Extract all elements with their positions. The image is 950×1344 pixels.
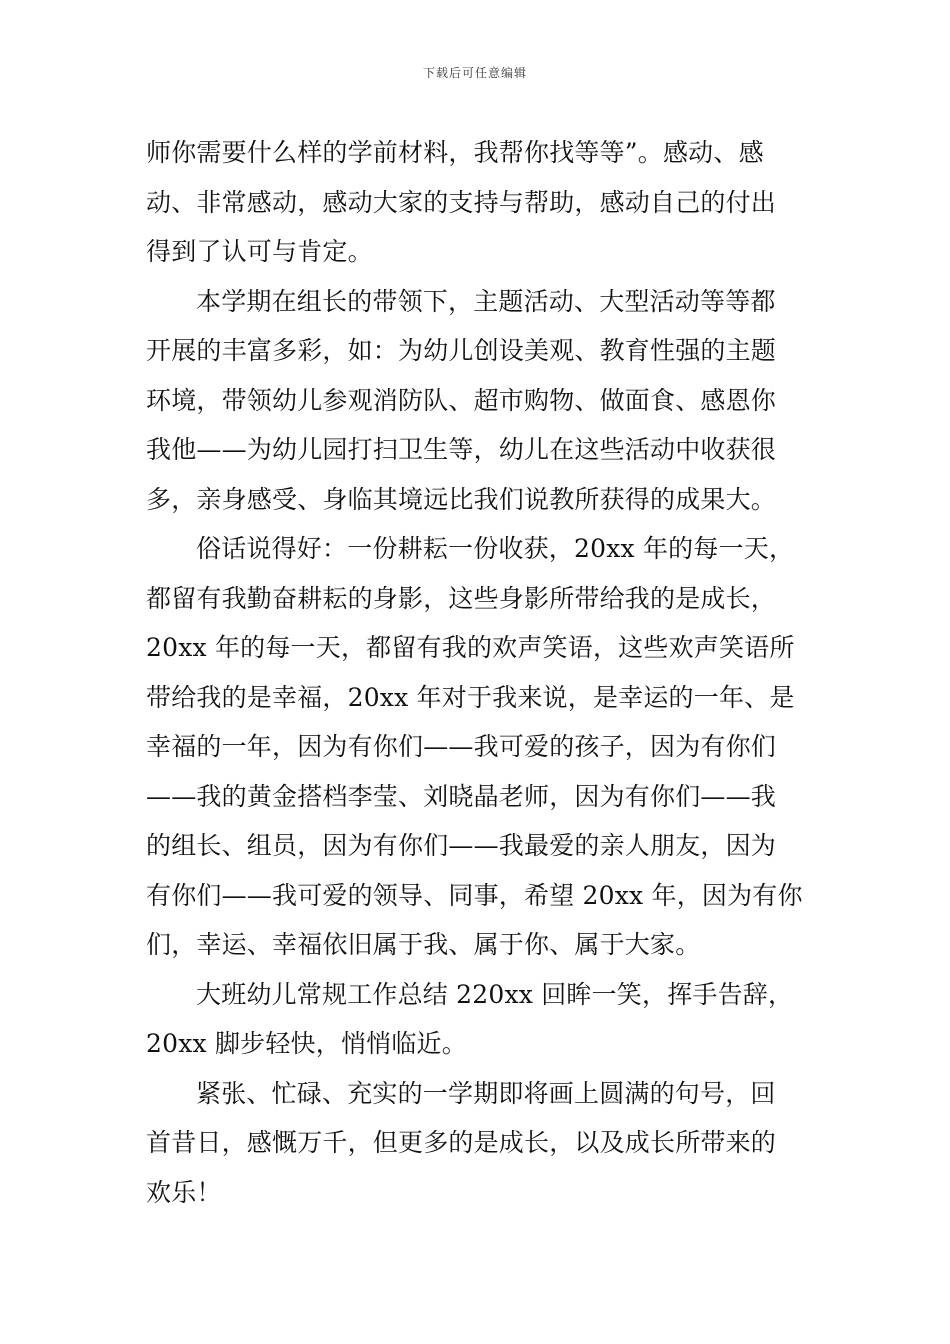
text-line: 我他——为幼儿园打扫卫生等，幼儿在这些活动中收获很 — [146, 435, 777, 464]
text-line: 师你需要什么样的学前材料，我帮你找等等”。感动、感 — [146, 138, 764, 167]
text-line: 20xx 脚步轻快，悄悄临近。 — [146, 1029, 467, 1058]
text-line: 欢乐！ — [146, 1177, 222, 1207]
text-line: 多，亲身感受、身临其境远比我们说教所获得的成果大。 — [146, 484, 777, 514]
text-line: 得到了认可与肯定。 — [146, 237, 373, 266]
text-line: 20xx 年的每一天，都留有我的欢声笑语，这些欢声笑语所 — [146, 633, 795, 662]
paragraph-start: 俗话说得好：一份耕耘一份收获，20xx 年的每一天， — [196, 534, 795, 563]
text-line: 的组长、组员，因为有你们——我最爱的亲人朋友，因为 — [146, 831, 777, 860]
text-line: 们，幸运、幸福依旧属于我、属于你、属于大家。 — [146, 930, 701, 959]
text-line: 环境，带领幼儿参观消防队、超市购物、做面食、感恩你 — [146, 385, 777, 415]
paragraph-start: 大班幼儿常规工作总结 220xx 回眸一笑，挥手告辞， — [196, 979, 794, 1009]
text-line: ——我的黄金搭档李莹、刘晓晶老师，因为有你们——我 — [146, 781, 777, 811]
text-line: 幸福的一年，因为有你们——我可爱的孩子，因为有你们 — [146, 732, 777, 761]
text-line: 开展的丰富多彩，如：为幼儿创设美观、教育性强的主题 — [146, 336, 777, 365]
text-line: 动、非常感动，感动大家的支持与帮助，感动自己的付出 — [146, 187, 777, 217]
text-line: 首昔日，感慨万千，但更多的是成长，以及成长所带来的 — [146, 1128, 777, 1157]
text-line: 都留有我勤奋耕耘的身影，这些身影所带给我的是成长， — [146, 583, 777, 613]
paragraph-start: 本学期在组长的带领下，主题活动、大型活动等等都 — [196, 286, 776, 316]
text-line: 带给我的是幸福，20xx 年对于我来说，是幸运的一年、是 — [146, 682, 795, 712]
paragraph-start: 紧张、忙碌、充实的一学期即将画上圆满的句号，回 — [196, 1078, 776, 1108]
text-line: 有你们——我可爱的领导、同事，希望 20xx 年，因为有你 — [146, 880, 803, 910]
document-body — [146, 128, 810, 1217]
page-header: 下载后可任意编辑 — [422, 66, 527, 80]
